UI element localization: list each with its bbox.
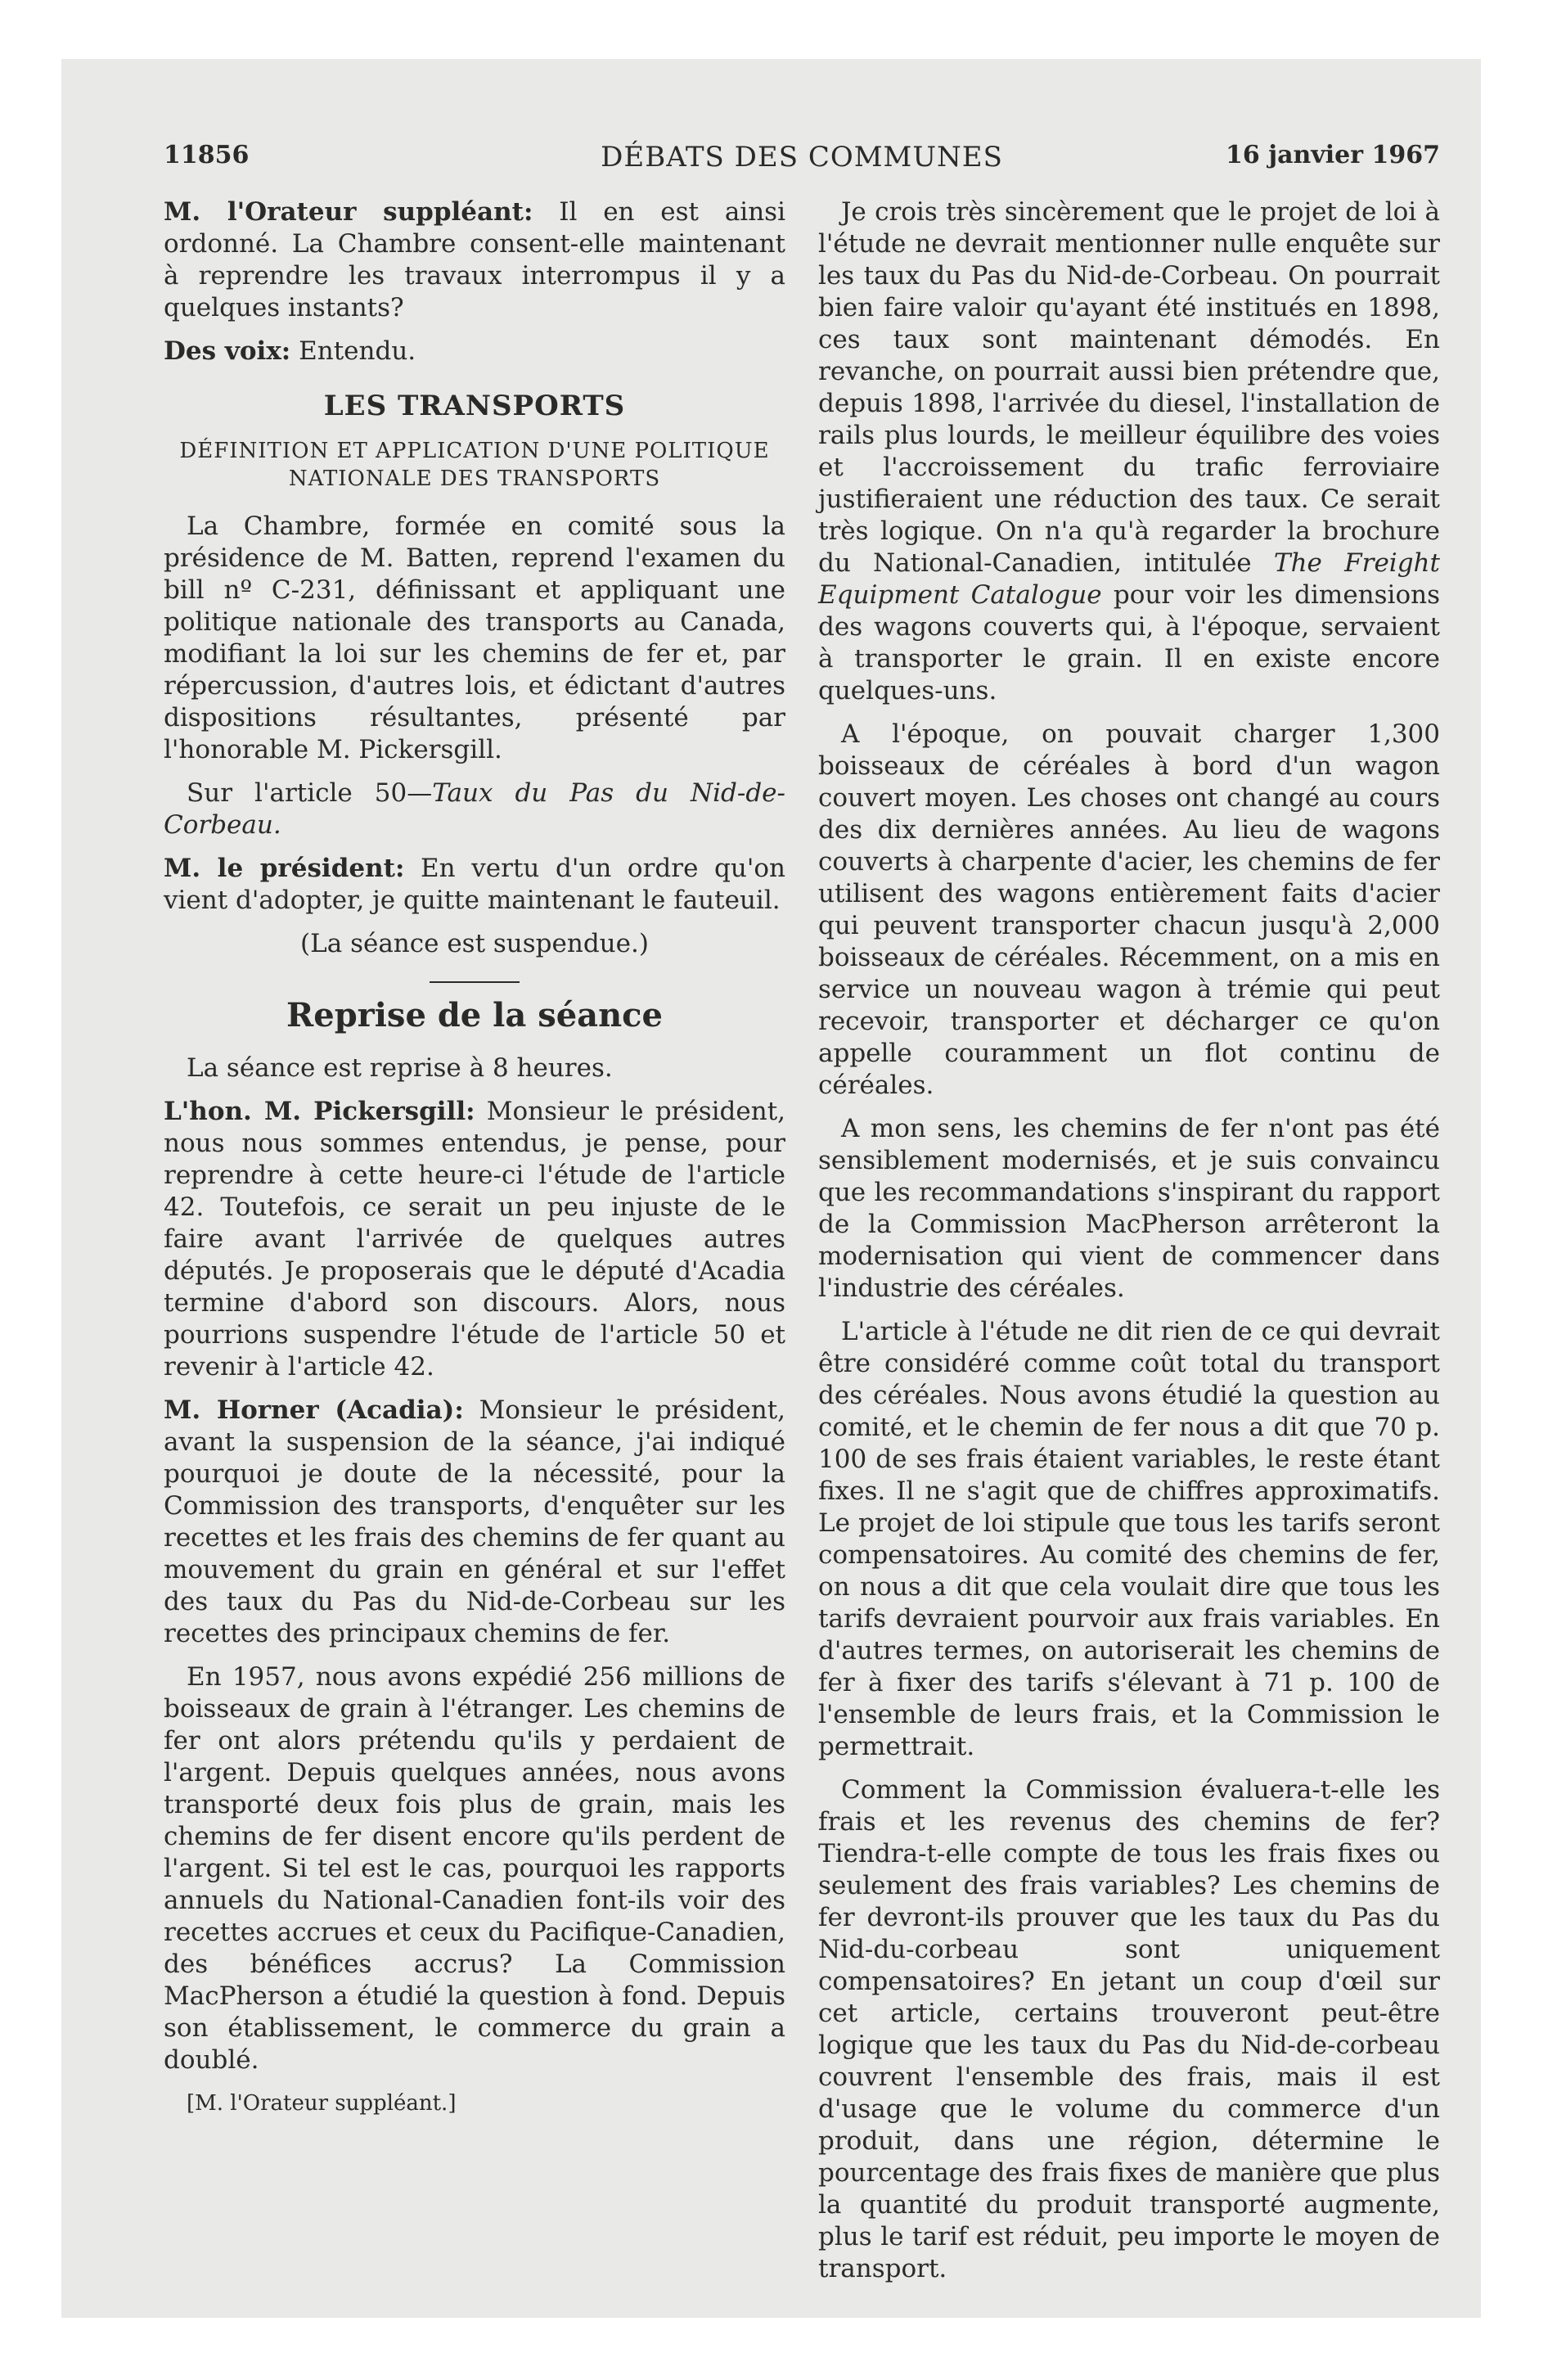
paragraph: La séance est reprise à 8 heures.: [187, 1053, 613, 1083]
section-subtitle: DÉFINITION ET APPLICATION D'UNE POLITIQUE NATIONALE DES TRANSPORTS: [179, 439, 770, 491]
document-page: [164, 131, 1440, 2283]
paragraph: [164, 1096, 785, 1383]
paragraph: Comment la Commission évaluera-t-elle les frais et les revenus des chemins de fer? Tiendra-t-elle compte de tous les frais fixes ou seulement des frais variables? Les chemins de fer devront-ils prouver que les taux du Pas du Nid-du-corbeau sont uniquement compensatoires? En jetant un coup d'œil sur cet article, certains trouveront peut-être logique que les taux du Pas du Nid-de-corbeau couvrent l'ensemble des frais, mais il est d'usage que le volume du commerce d'un produit, dans une région, détermine le pourcentage des frais fixes de manière que plus la quantité du produit transporté augmente, plus le tarif est réduit, peu importe le moyen de transport.: [818, 1775, 1440, 2283]
running-footer: [M. l'Orateur suppléant.]: [187, 2091, 457, 2116]
paragraph: [164, 853, 785, 917]
speaker-name: M. le président:: [164, 854, 405, 883]
paragraph: La Chambre, formée en comité sous la présidence de M. Batten, reprend l'examen du bill nº C-231, définissant et appliquant une politique nationale des transports au Canada, modifiant la loi sur les chemins de fer et, par répercussion, d'autres lois, et édictant d'autres dispositions résultantes, présenté par l'honorable M. Pickersgill.: [164, 512, 785, 764]
paragraph: [164, 778, 785, 841]
paragraph-text: Je crois très sincèrement que le projet de loi à l'étude ne devrait mentionner nulle enquête sur les taux du Pas du Nid-de-Corbeau. On pourrait bien faire valoir qu'ayant été institués en 1898, ces taux sont maintenant démodés. En revanche, on pourrait aussi bien prétendre que, depuis 1898, l'arrivée du diesel, l'installation de rails plus lourds, le meilleur équilibre des voies et l'accroissement du trafic ferroviaire justifieraient une réduction des taux. Ce serait très logique. On n'a qu'à regarder la brochure du National-Canadien, intitulée: [818, 197, 1440, 578]
page-date: 16 janvier 1967: [1226, 141, 1440, 169]
paragraph: En 1957, nous avons expédié 256 millions de boisseaux de grain à l'étranger. Les chemins de fer ont alors prétendu qu'ils y perdaient de l'argent. Depuis quelques années, nous avons transporté deux fois plus de grain, mais les chemins de fer disent encore qu'ils perdent de l'argent. Si tel est le cas, pourquoi les rapports annuels du National-Canadien font-ils voir des recettes accrues et ceux du Pacifique-Canadien, des bénéfices accrus? La Commission MacPherson a étudié la question à fond. Depuis son établissement, le commerce du grain a doublé.: [164, 1662, 785, 2075]
right-column: [818, 196, 1440, 2297]
reprise-heading: Reprise de la séance: [286, 996, 663, 1034]
speech-text: Monsieur le président, nous nous sommes entendus, je pense, pour reprendre à cette heure-ci l'étude de l'article 42. Toutefois, ce serait un peu injuste de le faire avant l'arrivée de quelques autres députés. Je proposerais que le député d'Acadia termine d'abord son discours. Alors, nous pourrions suspendre l'étude de l'article 50 et revenir à l'article 42.: [164, 1097, 786, 1382]
publication-title: DÉBATS DES COMMUNES: [601, 141, 1003, 174]
speech-text: En vertu d'un ordre qu'on vient d'adopter, je quitte maintenant le fauteuil.: [164, 854, 785, 915]
paragraph: A mon sens, les chemins de fer n'ont pas été sensiblement modernisés, et je suis convaincu que les recommandations s'inspirant du rapport de la Commission MacPherson arrêteront la modernisation qui vient de commencer dans l'industrie des céréales.: [818, 1114, 1440, 1303]
article-prefix: Sur l'article 50—: [187, 778, 433, 808]
section-divider: [430, 981, 520, 983]
speaker-name: Des voix:: [164, 336, 291, 366]
page-header: [164, 141, 1440, 182]
paragraph-text: pour voir les dimensions des wagons couverts qui, à l'époque, servaient à transporter le grain. Il en existe encore quelques-uns.: [818, 580, 1440, 705]
speech-text: Entendu.: [299, 336, 416, 366]
section-title: LES TRANSPORTS: [323, 390, 626, 422]
session-suspended-note: (La séance est suspendue.): [300, 929, 649, 958]
paragraph: [818, 196, 1440, 707]
paragraph: [164, 336, 785, 367]
speaker-name: M. l'Orateur suppléant:: [164, 197, 533, 227]
paragraph: [164, 196, 785, 324]
paragraph: L'article à l'étude ne dit rien de ce qui devrait être considéré comme coût total du transport des céréales. Nous avons étudié la question au comité, et le chemin de fer nous a dit que 70 p. 100 de ses frais étaient variables, le reste étant fixes. Il ne s'agit que de chiffres approximatifs. Le projet de loi stipule que tous les tarifs seront compensatoires. Au comité des chemins de fer, on nous a dit que cela voulait dire que tous les tarifs devraient pourvoir aux frais variables. En d'autres termes, on autoriserait les chemins de fer à fixer des tarifs s'élevant à 71 p. 100 de l'ensemble de leurs frais, et la Commission le permettrait.: [818, 1317, 1440, 1761]
page-number: 11856: [164, 141, 250, 169]
article-title: Taux du Pas du Nid-de-Corbeau.: [164, 778, 785, 840]
left-column: [164, 196, 785, 2131]
paragraph: A l'époque, on pouvait charger 1,300 boisseaux de céréales à bord d'un wagon couvert moyen. Les choses ont changé au cours des dix dernières années. Au lieu de wagons couverts à charpente d'acier, les chemins de fer utilisent des wagons entièrement faits d'acier qui peuvent transporter chacun jusqu'à 2,000 boisseaux de céréales. Récemment, on a mis en service un nouveau wagon à trémie qui peut recevoir, transporter et décharger ce qu'on appelle couramment un flot continu de céréales.: [818, 719, 1440, 1100]
speech-text: Monsieur le président, avant la suspension de la séance, j'ai indiqué pourquoi je doute de la nécessité, pour la Commission des transports, d'enquêter sur les recettes et les frais des chemins de fer quant au mouvement du grain en général et sur l'effet des taux du Pas du Nid-de-Corbeau sur les recettes des principaux chemins de fer.: [164, 1395, 786, 1648]
speaker-name: M. Horner (Acadia):: [164, 1395, 464, 1425]
speaker-name: L'hon. M. Pickersgill:: [164, 1097, 475, 1126]
publication-reference: The Freight Equipment Catalogue: [818, 548, 1440, 610]
speech-text: Il en est ainsi ordonné. La Chambre consent-elle maintenant à reprendre les travaux interrompus il y a quelques instants?: [164, 197, 786, 322]
paragraph: [164, 1395, 785, 1650]
